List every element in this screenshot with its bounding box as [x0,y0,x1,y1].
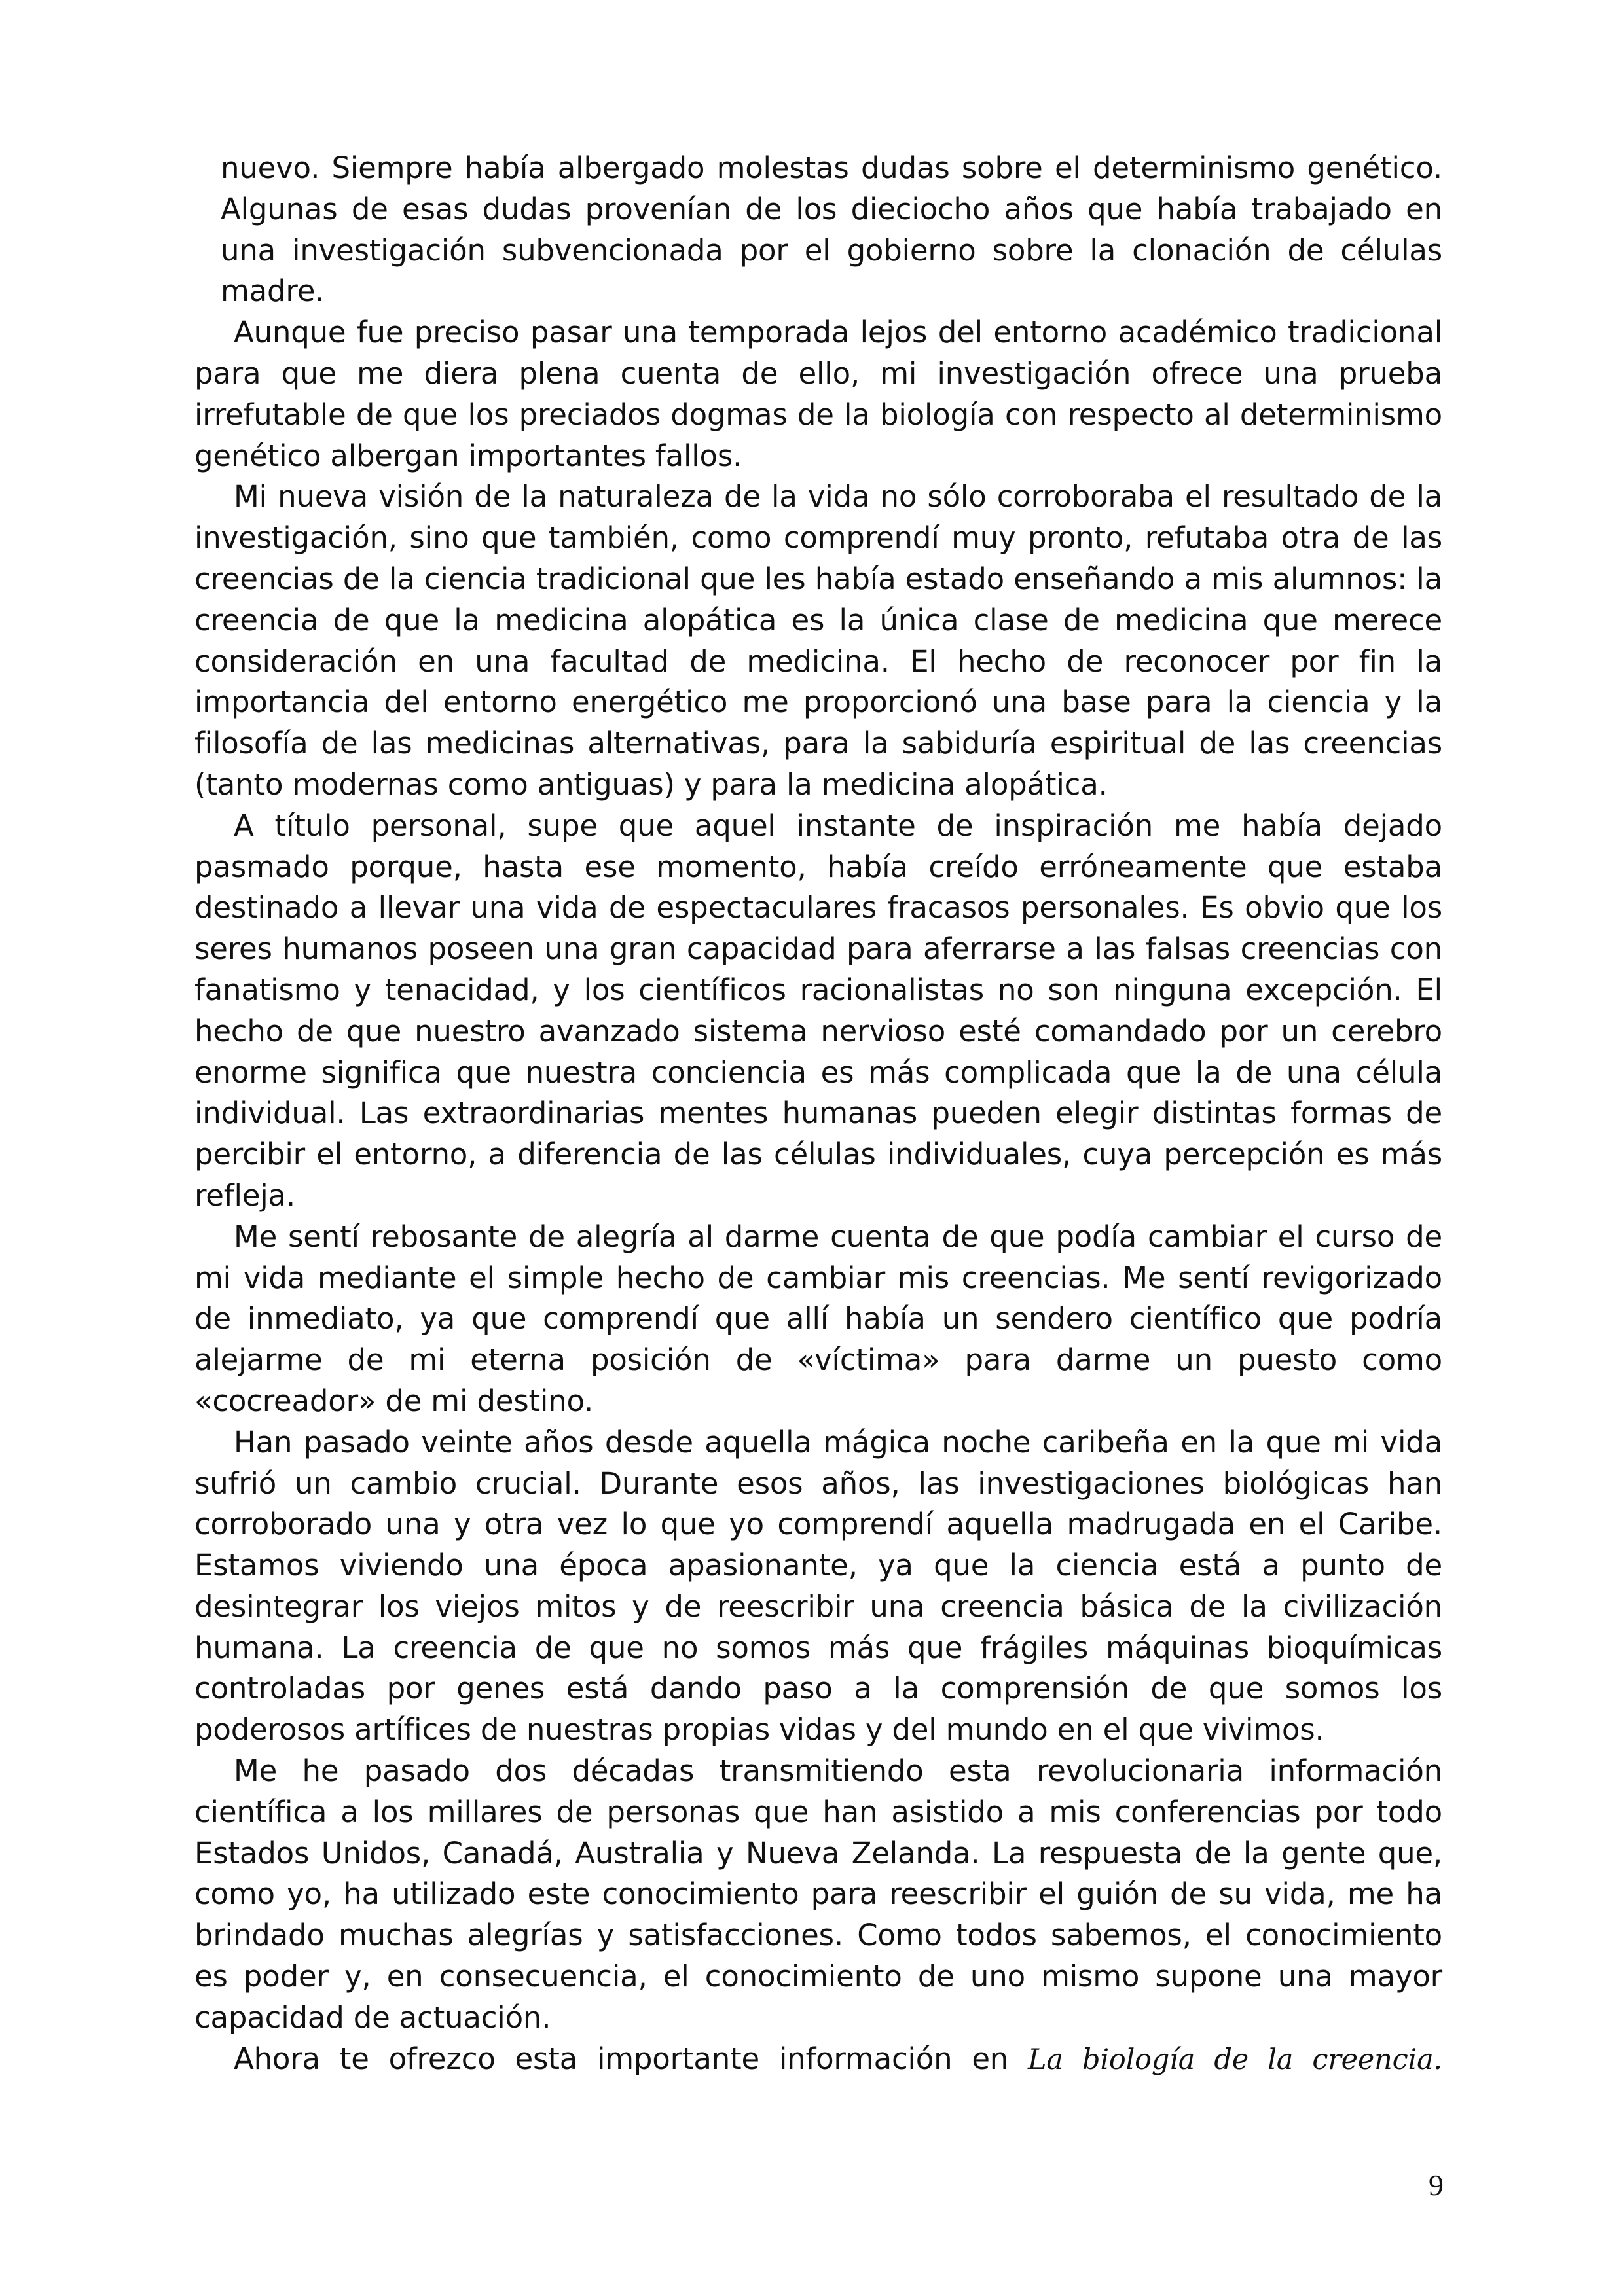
body-text [194,148,1442,2080]
paragraph-8-text: Ahora te ofrezco esta importante información en [234,2041,1028,2076]
paragraph-2: Aunque fue preciso pasar una temporada lejos del entorno académico tradicional para que me diera plena cuenta de ello, mi investigación ofrece una prueba irrefutable de que los preciados dogmas de la biología con respecto al determinismo genético albergan importantes fallos. [194,315,1442,473]
book-title: La biología de la creencia. [1028,2043,1442,2076]
paragraph-5: Me sentí rebosante de alegría al darme cuenta de que podía cambiar el curso de mi vida mediante el simple hecho de cambiar mis creencias. Me sentí revigorizado de inmediato, ya que comprendí que allí había un sendero científico que podría alejarme de mi eterna posición de «víctima» para darme un puesto como «cocreador» de mi destino. [194,1219,1442,1418]
paragraph-4: A título personal, supe que aquel instante de inspiración me había dejado pasmado porque, hasta ese momento, había creído erróneamente que estaba destinado a llevar una vida de espectaculares fracasos personales. Es obvio que los seres humanos poseen una gran capacidad para aferrarse a las falsas creencias con fanatismo y tenacidad, y los científicos racionalistas no son ninguna excepción. El hecho de que nuestro avanzado sistema nervioso esté comandado por un cerebro enorme significa que nuestra conciencia es más complicada que la de una célula individual. Las extraordinarias mentes humanas pueden elegir distintas formas de percibir el entorno, a diferencia de las células individuales, cuya percepción es más refleja. [194,808,1442,1213]
paragraph-3: Mi nueva visión de la naturaleza de la vida no sólo corroboraba el resultado de la investigación, sino que también, como comprendí muy pronto, refutaba otra de las creencias de la ciencia tradicional que les había estado enseñando a mis alumnos: la creencia de que la medicina alopática es la única clase de medicina que merece consideración en una facultad de medicina. El hecho de reconocer por fin la importancia del entorno energético me proporcionó una base para la ciencia y la filosofía de las medicinas alternativas, para la sabiduría espiritual de las creencias (tanto modernas como antiguas) y para la medicina alopática. [194,479,1442,802]
paragraph-8 [194,2039,1442,2081]
paragraph-6: Han pasado veinte años desde aquella mágica noche caribeña en la que mi vida sufrió un cambio crucial. Durante esos años, las investigaciones biológicas han corroborado una y otra vez lo que yo comprendí aquella madrugada en el Caribe. Estamos viviendo una época apasionante, ya que la ciencia está a punto de desintegrar los viejos mitos y de reescribir una creencia básica de la civilización humana. La creencia de que no somos más que frágiles máquinas bioquímicas controladas por genes está dando paso a la comprensión de que somos los poderosos artífices de nuestras propias vidas y del mundo en el que vivimos. [194,1424,1442,1748]
paragraph-1: nuevo. Siempre había albergado molestas dudas sobre el determinismo genético. Algunas de esas dudas provenían de los dieciocho años que había trabajado en una investigación subvencionada por el gobierno sobre la clonación de células madre. [221,151,1442,309]
paragraph-7: Me he pasado dos décadas transmitiendo esta revolucionaria información científica a los millares de personas que han asistido a mis conferencias por todo Estados Unidos, Canadá, Australia y Nueva Zelanda. La respuesta de la gente que, como yo, ha utilizado este conocimiento para reescribir el guión de su vida, me ha brindado muchas alegrías y satisfacciones. Como todos sabemos, el conocimiento es poder y, en consecuencia, el conocimiento de uno mismo supone una mayor capacidad de actuación. [194,1753,1442,2035]
page-number: 9 [1429,2168,1444,2202]
